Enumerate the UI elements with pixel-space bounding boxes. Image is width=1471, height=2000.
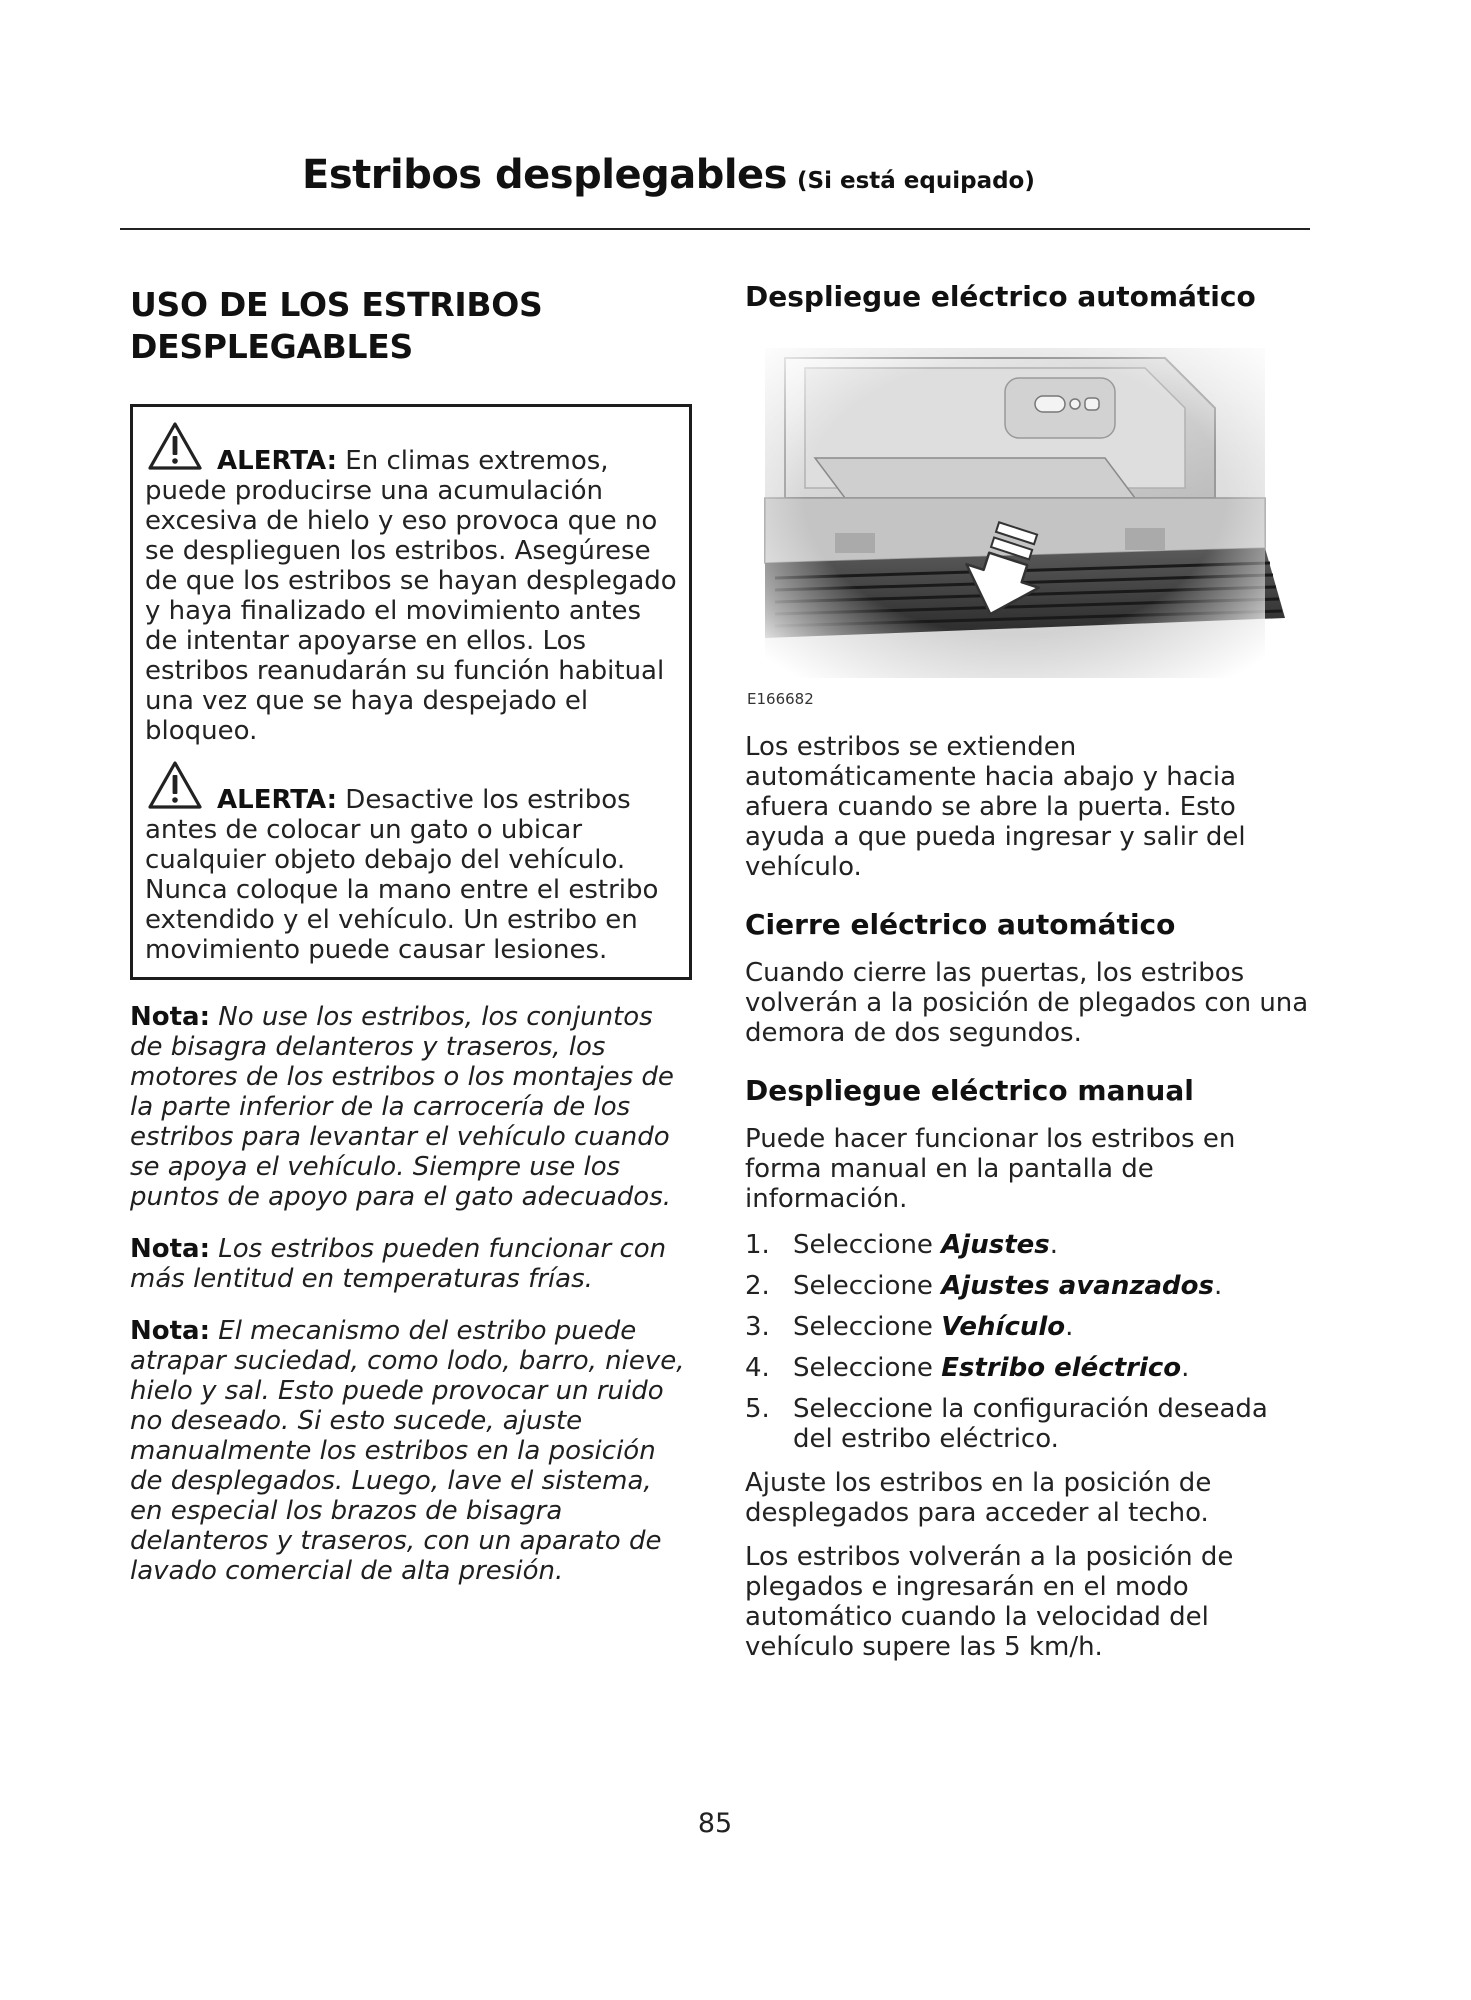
step-text: Seleccione la configuración deseada del estribo eléctrico. — [793, 1394, 1268, 1454]
alert-1 — [145, 421, 677, 746]
step-suffix: . — [1181, 1353, 1190, 1383]
step-emphasis: Estribo eléctrico — [941, 1353, 1182, 1383]
list-item — [745, 1312, 1315, 1342]
note-label: Nota: — [130, 1316, 210, 1346]
list-item — [745, 1271, 1315, 1301]
page-subtitle: (Si está equipado) — [797, 168, 1035, 194]
step-text: Seleccione — [793, 1353, 942, 1383]
step-number: 4. — [745, 1353, 770, 1383]
alert-2 — [145, 760, 677, 965]
note-1 — [130, 1002, 690, 1212]
auto-deploy-title: Despliegue eléctrico automático — [745, 280, 1256, 313]
step-emphasis: Ajustes avanzados — [941, 1271, 1214, 1301]
step-text: Seleccione — [793, 1271, 942, 1301]
section-title-line2: DESPLEGABLES — [130, 327, 413, 366]
step-suffix: . — [1213, 1271, 1223, 1301]
page-header — [302, 152, 1035, 198]
auto-close-text: Cuando cierre las puertas, los estribos volverán a la posición de plegados con una demora de dos segundos. — [745, 958, 1309, 1048]
note-text: El mecanismo del estribo puede atrapar suciedad, como lodo, barro, nieve, hielo y sal. Esto puede provocar un ruido no deseado. Si esto sucede, ajuste manualmente los estribos en la posición de desplegados. Luego, lave el sistema, en especial los brazos de bisagra delanteros y traseros, con un aparato de lavado comercial de alta presión. — [130, 1316, 685, 1586]
alert-text: Desactive los estribos antes de colocar un gato o ubicar cualquier objeto debajo del vehículo. Nunca coloque la mano entre el estribo extendido y el vehículo. Un estribo en movimiento puede causar lesiones. — [145, 785, 659, 965]
manual-intro-text: Puede hacer funcionar los estribos en forma manual en la pantalla de información. — [745, 1124, 1236, 1214]
left-column — [130, 284, 690, 1586]
note-label: Nota: — [130, 1234, 210, 1264]
step-suffix: . — [1065, 1312, 1074, 1342]
step-number: 5. — [745, 1394, 770, 1424]
running-board-illustration — [745, 348, 1285, 708]
note-2 — [130, 1234, 690, 1294]
list-item — [745, 1353, 1315, 1383]
warning-triangle-icon — [147, 760, 203, 810]
alert-text: En climas extremos, puede producirse una acumulación excesiva de hielo y eso provoca que no se desplieguen los estribos. Asegúrese de que los estribos se hayan desplegado y haya finalizado el movimiento antes de intentar apoyarse en ellos. Los estribos reanudarán su función habitual una vez que se haya despejado el bloqueo. — [145, 446, 677, 746]
header-divider — [120, 228, 1310, 230]
speed-return-text: Los estribos volverán a la posición de plegados e ingresarán en el modo automático cuando la velocidad del vehículo supere las 5 km/h. — [745, 1542, 1234, 1662]
page-number: 85 — [697, 1808, 733, 1839]
note-text: Los estribos pueden funcionar con más lentitud en temperaturas frías. — [130, 1234, 667, 1294]
note-text: No use los estribos, los conjuntos de bisagra delanteros y traseros, los motores de los estribos o los montajes de la parte inferior de la carrocería de los estribos para levantar el vehículo cuando se apoya el vehículo. Siempre use los puntos de apoyo para el gato adecuados. — [130, 1002, 674, 1212]
list-item — [745, 1394, 1315, 1454]
section-title-line1: USO DE LOS ESTRIBOS — [130, 285, 543, 324]
steps-list — [745, 1230, 1315, 1454]
step-text: Seleccione — [793, 1312, 942, 1342]
step-emphasis: Vehículo — [941, 1312, 1066, 1342]
figure-code: E166682 — [747, 690, 814, 708]
step-number: 1. — [745, 1230, 770, 1260]
section-title — [130, 284, 690, 368]
alert-label: ALERTA: — [217, 785, 338, 815]
list-item — [745, 1230, 1315, 1260]
step-number: 3. — [745, 1312, 770, 1342]
roof-access-text: Ajuste los estribos en la posición de desplegados para acceder al techo. — [745, 1468, 1212, 1528]
note-3 — [130, 1316, 690, 1586]
step-suffix: . — [1049, 1230, 1059, 1260]
step-emphasis: Ajustes — [941, 1230, 1050, 1260]
alert-label: ALERTA: — [217, 446, 338, 476]
running-board-image — [745, 348, 1285, 678]
auto-close-title: Cierre eléctrico automático — [745, 908, 1176, 941]
step-number: 2. — [745, 1271, 770, 1301]
manual-deploy-title: Despliegue eléctrico manual — [745, 1074, 1194, 1107]
note-label: Nota: — [130, 1002, 210, 1032]
right-column — [745, 280, 1315, 1662]
alert-box — [130, 404, 692, 980]
step-text: Seleccione — [793, 1230, 942, 1260]
auto-deploy-text: Los estribos se extienden automáticamente hacia abajo y hacia afuera cuando se abre la puerta. Esto ayuda a que pueda ingresar y salir del vehículo. — [745, 732, 1246, 882]
warning-triangle-icon — [147, 421, 203, 471]
page-title: Estribos desplegables — [302, 152, 787, 198]
